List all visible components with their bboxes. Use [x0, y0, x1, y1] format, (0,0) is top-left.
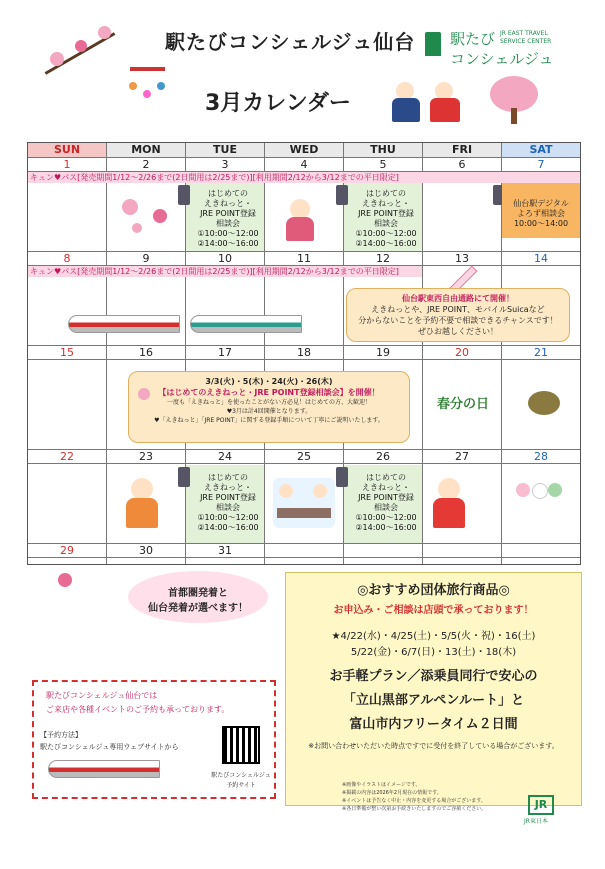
promo-title: ◎おすすめ団体旅行商品◎	[357, 583, 510, 598]
date-12: 12	[376, 252, 390, 265]
date-29: 29	[60, 544, 74, 557]
date-13: 13	[455, 252, 469, 265]
blossom-icon	[58, 573, 72, 587]
train-green-illustration	[190, 315, 302, 333]
day-header-mon: MON	[107, 143, 186, 157]
blossom-icon	[138, 388, 150, 400]
train-red-illustration	[48, 760, 160, 778]
qr-label-1: 駅たびコンシェルジュ	[211, 772, 271, 779]
event-tue-24: はじめての えきねっと・ JRE POINT登録 相談会 ①10:00～12:00 ②14:00～16:00	[197, 473, 259, 532]
event-tue-3: はじめての えきねっと・ JRE POINT登録 相談会 ①10:00～12:00 ②14:00～16:00	[197, 189, 259, 248]
date-5: 5	[379, 158, 387, 171]
staff-person-icon	[290, 199, 310, 219]
date-24: 24	[218, 450, 232, 463]
smartphone-icon	[336, 185, 348, 205]
meeting-illustration	[273, 478, 335, 528]
blossom-tree-illustration	[490, 76, 540, 126]
date-18: 18	[297, 346, 311, 359]
date-15: 15	[60, 346, 74, 359]
date-9: 9	[142, 252, 150, 265]
reservation-info-box	[32, 680, 276, 799]
smartphone-icon	[178, 185, 190, 205]
bush-warbler-bird-icon	[528, 391, 560, 415]
date-14: 14	[534, 252, 548, 265]
event-announcement-callout: 3/3(火)・5(木)・24(火)・26(木) 【はじめてのえきねっと・JRE POINT登録相談会】を開催！ 一度も「えきねっと」を使ったことがない方必見！はじめての方、大歓迎！ ♥3月は計4回開催となります。 ♥「えきねっと」「JRE POINT」に関する登録手順について丁寧にご説明いたします。	[128, 371, 410, 443]
date-25: 25	[297, 450, 311, 463]
logo-text-2: コンシェルジュ	[450, 50, 554, 68]
train-red-illustration	[68, 315, 180, 333]
date-31: 31	[218, 544, 232, 557]
qr-code-icon[interactable]	[222, 726, 260, 764]
shunbun-label: 春分の日	[436, 397, 489, 412]
blossom-icon	[122, 199, 138, 215]
day-header-tue: TUE	[186, 143, 265, 157]
date-7: 7	[537, 158, 545, 171]
day-header-sat: SAT	[502, 143, 580, 157]
jr-logo-icon: JR	[528, 795, 554, 815]
logo-mark-icon	[425, 32, 441, 56]
day-header-fri: FRI	[423, 143, 502, 157]
hina-dolls-illustration	[390, 78, 470, 123]
dango-icon	[516, 483, 564, 499]
kyun-pass-band-week1: キュン♥パス[発売期間1/12～2/26まで(2日間用は2/25まで)][利用期間2/12から3/12までの平日限定]	[28, 172, 580, 183]
reserve-method: 駅たびコンシェルジュ専用ウェブサイトから	[40, 743, 179, 751]
date-23: 23	[139, 450, 153, 463]
date-4: 4	[300, 158, 308, 171]
promo-dates-2: 5/22(金)・6/7(日)・13(土)・18(木)	[350, 647, 517, 658]
jr-logo-sub: JR東日本	[524, 818, 548, 825]
date-17: 17	[218, 346, 232, 359]
promo-dates-1: ★4/22(水)・4/25(土)・5/5(火・祝)・16(土)	[331, 631, 536, 642]
promo-plan-1: お手軽プラン／添乗員同行で安心の	[329, 669, 538, 684]
event-thu-5: はじめての えきねっと・ JRE POINT登録 相談会 ①10:00～12:00 ②14:00～16:00	[355, 189, 417, 248]
date-10: 10	[218, 252, 232, 265]
promo-note: ※お問い合わせいただいた時点ですでに受付を終了している場合がございます。	[308, 742, 559, 750]
date-6: 6	[458, 158, 466, 171]
woman-icon	[438, 478, 460, 500]
promo-plan-2: 「立山黒部アルペンルート」と	[342, 693, 525, 708]
free-passage-callout: 仙台駅東西自由通路にて開催！ えきねっとや、JRE POINT、モバイルSuicaなど 分からないことを予約不要で相談できるチャンスです！ ぜひお越しください！	[346, 288, 570, 342]
smartphone-icon	[178, 467, 190, 487]
date-21: 21	[534, 346, 548, 359]
date-8: 8	[63, 252, 71, 265]
event-thu-26: はじめての えきねっと・ JRE POINT登録 相談会 ①10:00～12:00 ②14:00～16:00	[355, 473, 417, 532]
kyun-pass-band-week2: キュン♥パス[発売期間1/12～2/26まで(2日間用は2/25まで)][利用期間2/12から3/12までの平日限定]	[28, 266, 422, 277]
date-26: 26	[376, 450, 390, 463]
date-30: 30	[139, 544, 153, 557]
day-header-thu: THU	[344, 143, 423, 157]
date-28: 28	[534, 450, 548, 463]
departure-bubble: 首都圏発着と 仙台発着が選べます！	[128, 571, 268, 623]
page-title: 駅たびコンシェルジュ仙台	[165, 30, 416, 54]
date-20: 20	[455, 346, 469, 359]
date-27: 27	[455, 450, 469, 463]
date-11: 11	[297, 252, 311, 265]
logo-english: JR EAST TRAVEL SERVICE CENTER	[500, 30, 552, 45]
date-2: 2	[142, 158, 150, 171]
blossom-icon	[132, 223, 142, 233]
group-tour-promo	[285, 572, 582, 806]
blossom-branch-illustration	[40, 22, 120, 82]
calendar-title: 3月カレンダー	[205, 91, 351, 116]
woman-body-icon	[433, 498, 465, 528]
date-3: 3	[221, 158, 229, 171]
mobile-ornament-illustration	[125, 62, 170, 117]
woman-phone-icon	[131, 478, 153, 500]
event-sat-7: 仙台駅デジタル よろず相談会 10:00～14:00	[502, 183, 580, 238]
date-1: 1	[63, 158, 71, 171]
date-22: 22	[60, 450, 74, 463]
day-header-sun: SUN	[28, 143, 107, 157]
footnotes: ※画像やイラストはイメージです。 ※掲載の内容は2026年2月現在の情報です。 ※イベントは予告なく中止・内容を変更する場合がございます。 ※各日準備が整い次第お手続きいたしますのでご容赦ください。	[342, 782, 487, 812]
woman-body-icon	[126, 498, 158, 528]
promo-plan-3: 富山市内フリータイム２日間	[349, 717, 518, 732]
promo-subtitle: お申込み・ご相談は店頭で承っております！	[333, 605, 534, 616]
date-16: 16	[139, 346, 153, 359]
qr-label-2: 予約サイト	[226, 782, 256, 789]
reserve-method-label: 【予約方法】	[40, 731, 82, 739]
reserve-line-2: ご来店や各種イベントのご予約も承っております。	[46, 705, 230, 714]
day-header-wed: WED	[265, 143, 344, 157]
reserve-line-1: 駅たびコンシェルジュ仙台では	[46, 691, 158, 700]
logo-text-1: 駅たび	[450, 30, 496, 48]
blossom-icon	[153, 209, 167, 223]
smartphone-icon	[336, 467, 348, 487]
staff-body-icon	[286, 217, 314, 241]
date-19: 19	[376, 346, 390, 359]
